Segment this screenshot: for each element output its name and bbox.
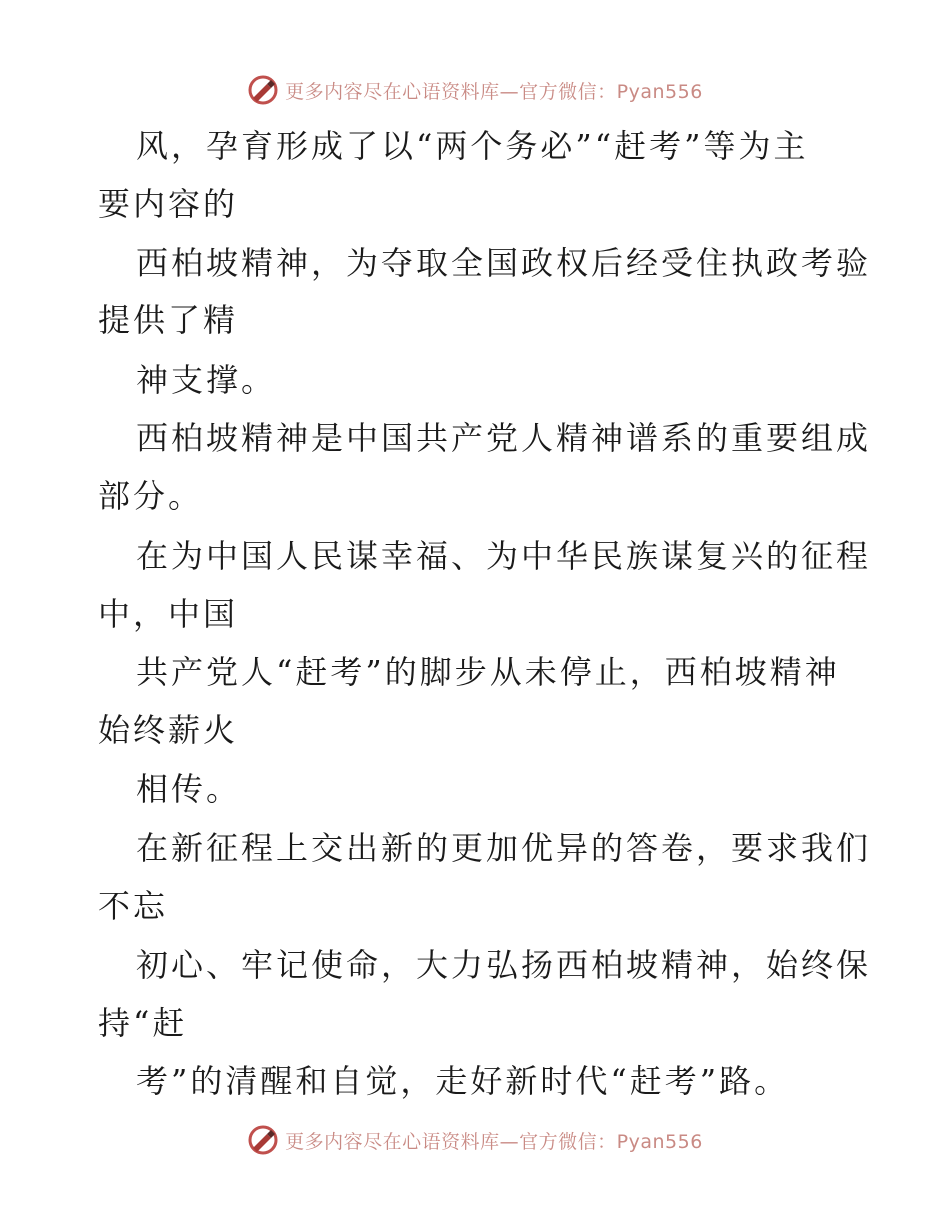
text-line: 始终薪火 [98,711,239,749]
text-line: 初心、牢记使命，大力弘扬西柏坡精神，始终保 [136,946,872,984]
text-line: 在新征程上交出新的更加优异的答卷，要求我们 [136,829,872,867]
footer-watermark [0,1120,950,1160]
text-line: 共产党人“赶考”的脚步从未停止，西柏坡精神 [136,653,840,691]
text-line: 西柏坡精神，为夺取全国政权后经受住执政考验 [136,244,872,282]
watermark-text: 更多内容尽在心语资料库—官方微信：Pyan556 [285,80,703,103]
text-line: 中，中国 [98,595,239,633]
text-line: 不忘 [98,887,169,925]
text-line: 风，孕育形成了以“两个务必”“赶考”等为主 [136,127,809,165]
text-line: 考”的清醒和自觉，走好新时代“赶考”路。 [136,1062,790,1100]
text-line: 提供了精 [98,301,239,339]
text-line: 持“赶 [98,1004,188,1042]
text-line: 部分。 [98,477,204,515]
text-line: 相传。 [136,770,242,808]
pen-emblem-icon [247,1124,279,1156]
header-watermark [0,70,950,110]
pen-emblem-icon [247,74,279,106]
text-line: 神支撑。 [136,361,277,399]
watermark-text: 更多内容尽在心语资料库—官方微信：Pyan556 [285,1130,703,1153]
text-line: 西柏坡精神是中国共产党人精神谱系的重要组成 [136,419,872,457]
text-line: 要内容的 [98,185,239,223]
text-line: 在为中国人民谋幸福、为中华民族谋复兴的征程 [136,537,872,575]
